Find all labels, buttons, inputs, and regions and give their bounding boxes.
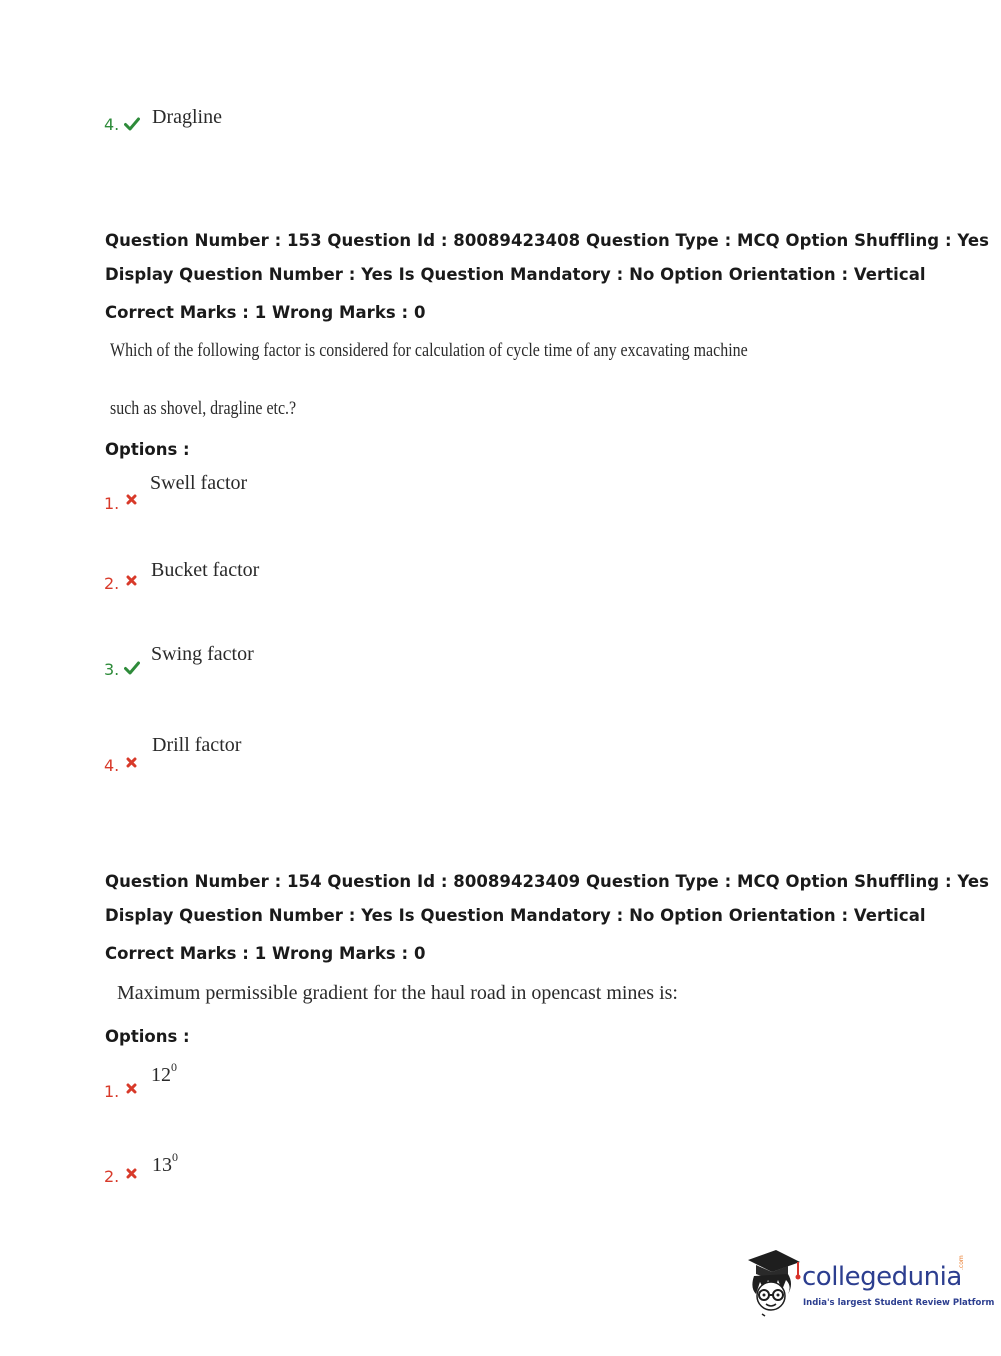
question-text: Maximum permissible gradient for the haul road in opencast mines is:	[117, 982, 678, 1004]
option-number: 4.	[104, 756, 120, 775]
option-number: 4.	[104, 115, 120, 134]
check-icon	[124, 661, 140, 675]
cross-icon	[126, 1168, 137, 1179]
logo-wordmark: collegedunia	[802, 1262, 962, 1292]
option-text: Bucket factor	[151, 559, 260, 581]
mascot-icon	[742, 1248, 804, 1322]
cross-icon	[126, 575, 137, 586]
option-text: Swing factor	[151, 643, 254, 665]
option-number: 1.	[104, 1082, 120, 1101]
option-number: 3.	[104, 660, 120, 679]
option-text: $12^0$	[151, 1060, 177, 1086]
cross-icon	[126, 494, 137, 505]
collegedunia-logo[interactable]	[742, 1248, 995, 1318]
option-text: Swell factor	[150, 472, 248, 494]
cross-icon	[126, 1083, 137, 1094]
option-text: $13^0$	[152, 1150, 178, 1176]
option-number: 2.	[104, 1167, 120, 1186]
question-marks: Correct Marks : 1 Wrong Marks : 0	[105, 944, 426, 963]
option-text: Drill factor	[152, 734, 242, 756]
options-label: Options :	[105, 440, 190, 459]
cross-icon	[126, 757, 137, 768]
option-text: Dragline	[152, 106, 222, 128]
question-text-line-2: such as shovel, dragline etc.?	[110, 398, 297, 419]
logo-tagline: India's largest Student Review Platform	[803, 1298, 995, 1308]
question-meta-line-2: Display Question Number : Yes Is Question Mandatory : No Option Orientation : Vertical	[105, 265, 926, 284]
question-text-line-1: Which of the following factor is considered for calculation of cycle time of any excavating machine	[110, 340, 748, 361]
question-meta-line-2: Display Question Number : Yes Is Question Mandatory : No Option Orientation : Vertical	[105, 906, 926, 925]
question-meta-line-1: Question Number : 154 Question Id : 80089423409 Question Type : MCQ Option Shuffling : Yes	[105, 872, 989, 891]
question-marks: Correct Marks : 1 Wrong Marks : 0	[105, 303, 426, 322]
option-number: 1.	[104, 494, 120, 513]
option-number: 2.	[104, 574, 120, 593]
check-icon	[124, 117, 140, 131]
logo-suffix: .com	[958, 1255, 965, 1270]
question-meta-line-1: Question Number : 153 Question Id : 80089423408 Question Type : MCQ Option Shuffling : Yes	[105, 231, 989, 250]
options-label: Options :	[105, 1027, 190, 1046]
